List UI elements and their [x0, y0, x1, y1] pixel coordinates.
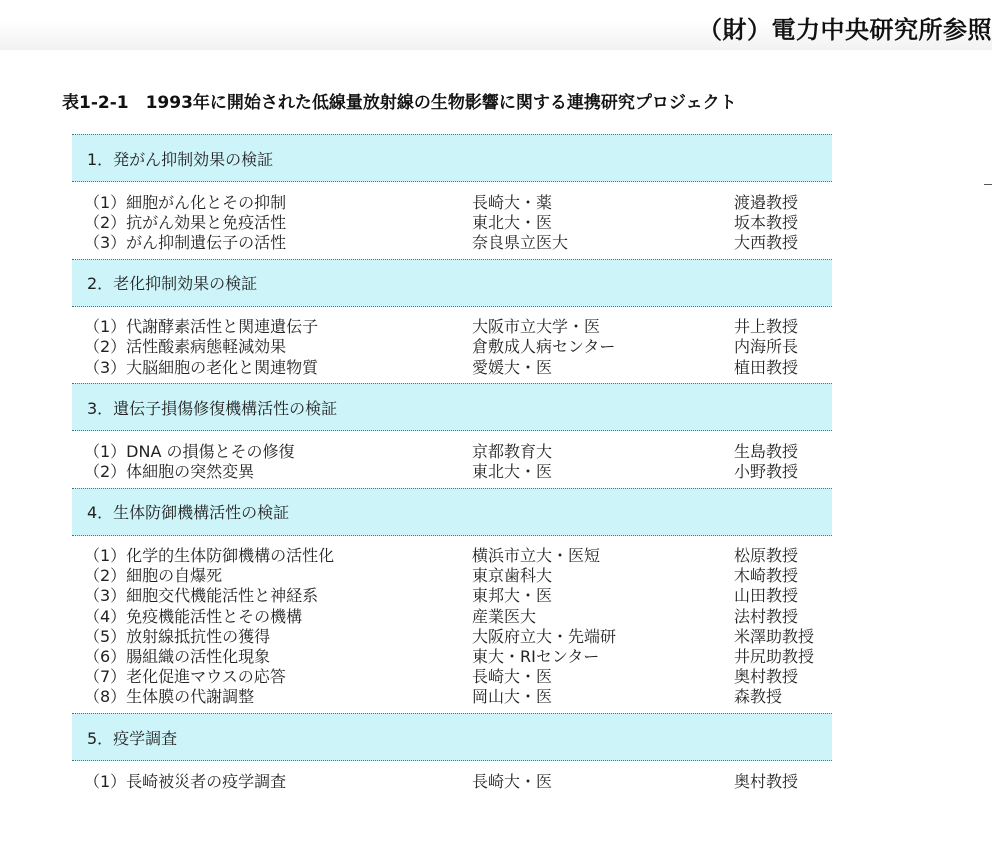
institution-cell: 東大・RIセンター: [472, 647, 600, 667]
section-heading: 3．遺伝子損傷修復機構活性の検証: [72, 383, 832, 431]
institution-cell: 大阪府立大・先端研: [472, 626, 617, 646]
table-row: [72, 440, 832, 460]
table-row: [72, 645, 832, 665]
section-heading: 4．生体防御機構活性の検証: [72, 488, 832, 536]
section-heading: 5．疫学調査: [72, 713, 832, 761]
institution-cell: 京都教育大: [472, 441, 553, 461]
topic-cell: （3）細胞交代機能活性と神経系: [84, 586, 319, 606]
table-row: [72, 545, 832, 565]
person-cell: 松原教授: [734, 546, 799, 566]
institution-cell: 長崎大・医: [472, 667, 553, 687]
person-cell: 大西教授: [734, 232, 799, 252]
section-heading: 2．老化抑制効果の検証: [72, 259, 832, 307]
table-row: [72, 770, 832, 790]
institution-cell: 長崎大・薬: [472, 192, 553, 212]
person-cell: 坂本教授: [734, 212, 799, 232]
person-cell: 渡邉教授: [734, 192, 799, 212]
person-cell: 小野教授: [734, 461, 799, 481]
person-cell: 井上教授: [734, 317, 799, 337]
topic-cell: （4）免疫機能活性とその機構: [84, 606, 303, 626]
table-row: [72, 565, 832, 585]
institution-cell: 大阪市立大学・医: [472, 317, 601, 337]
topic-cell: （5）放射線抵抗性の獲得: [84, 626, 271, 646]
topic-cell: （1）代謝酵素活性と関連遺伝子: [84, 317, 319, 337]
topic-cell: （1）細胞がん化とその抑制: [84, 192, 287, 212]
institution-cell: 奈良県立医大: [472, 232, 569, 252]
table-row: [72, 666, 832, 686]
table-caption: 表1-2-1 1993年に開始された低線量放射線の生物影響に関する連携研究プロジェクト: [62, 93, 737, 113]
institution-cell: 産業医大: [472, 606, 537, 626]
person-cell: 米澤助教授: [734, 626, 815, 646]
person-cell: 内海所長: [734, 337, 799, 357]
person-cell: 木崎教授: [734, 566, 799, 586]
person-cell: 植田教授: [734, 357, 799, 377]
table-row: [72, 625, 832, 645]
institution-cell: 東北大・医: [472, 212, 553, 232]
institution-cell: 愛媛大・医: [472, 357, 553, 377]
table-row: [72, 316, 832, 336]
table-row: [72, 211, 832, 231]
topic-cell: （2）抗がん効果と免疫活性: [84, 212, 287, 232]
table-row: [72, 336, 832, 356]
topic-cell: （2）細胞の自爆死: [84, 566, 223, 586]
topic-cell: （1）長崎被災者の疫学調査: [84, 771, 287, 791]
topic-cell: （7）老化促進マウスの応答: [84, 667, 286, 687]
person-cell: 奥村教授: [734, 667, 799, 687]
person-cell: 山田教授: [734, 586, 799, 606]
person-cell: 生島教授: [734, 441, 799, 461]
table-row: [72, 191, 832, 211]
topic-cell: （1）DNA の損傷とその修復: [84, 441, 295, 461]
person-cell: 法村教授: [734, 606, 799, 626]
topic-cell: （3）がん抑制遺伝子の活性: [84, 232, 287, 252]
section-rows: [72, 761, 832, 797]
table-row: [72, 460, 832, 480]
table-row: [72, 585, 832, 605]
institution-cell: 横浜市立大・医短: [472, 546, 601, 566]
person-cell: 森教授: [734, 687, 783, 707]
table-row: [72, 356, 832, 376]
topic-cell: （3）大脳細胞の老化と関連物質: [84, 357, 319, 377]
section-rows: [72, 307, 832, 384]
person-cell: 奥村教授: [734, 771, 799, 791]
topic-cell: （2）体細胞の突然変異: [84, 461, 255, 481]
section-heading: 1．発がん抑制効果の検証: [72, 134, 832, 182]
topic-cell: （6）腸組織の活性化現象: [84, 647, 271, 667]
institution-cell: 東北大・医: [472, 461, 553, 481]
margin-tick: [984, 184, 992, 185]
topic-cell: （1）化学的生体防御機構の活性化: [84, 546, 335, 566]
page-title: （財）電力中央研究所参照: [698, 16, 992, 44]
table-row: [72, 686, 832, 706]
project-table: [72, 134, 832, 797]
section-rows: [72, 536, 832, 714]
section-rows: [72, 431, 832, 487]
topic-cell: （8）生体膜の代謝調整: [84, 687, 255, 707]
institution-cell: 東邦大・医: [472, 586, 553, 606]
institution-cell: 東京歯科大: [472, 566, 553, 586]
table-row: [72, 231, 832, 251]
table-row: [72, 605, 832, 625]
institution-cell: 長崎大・医: [472, 771, 553, 791]
person-cell: 井尻助教授: [734, 647, 815, 667]
institution-cell: 倉敷成人病センター: [472, 337, 616, 357]
institution-cell: 岡山大・医: [472, 687, 553, 707]
topic-cell: （2）活性酸素病態軽減効果: [84, 337, 287, 357]
section-rows: [72, 182, 832, 259]
